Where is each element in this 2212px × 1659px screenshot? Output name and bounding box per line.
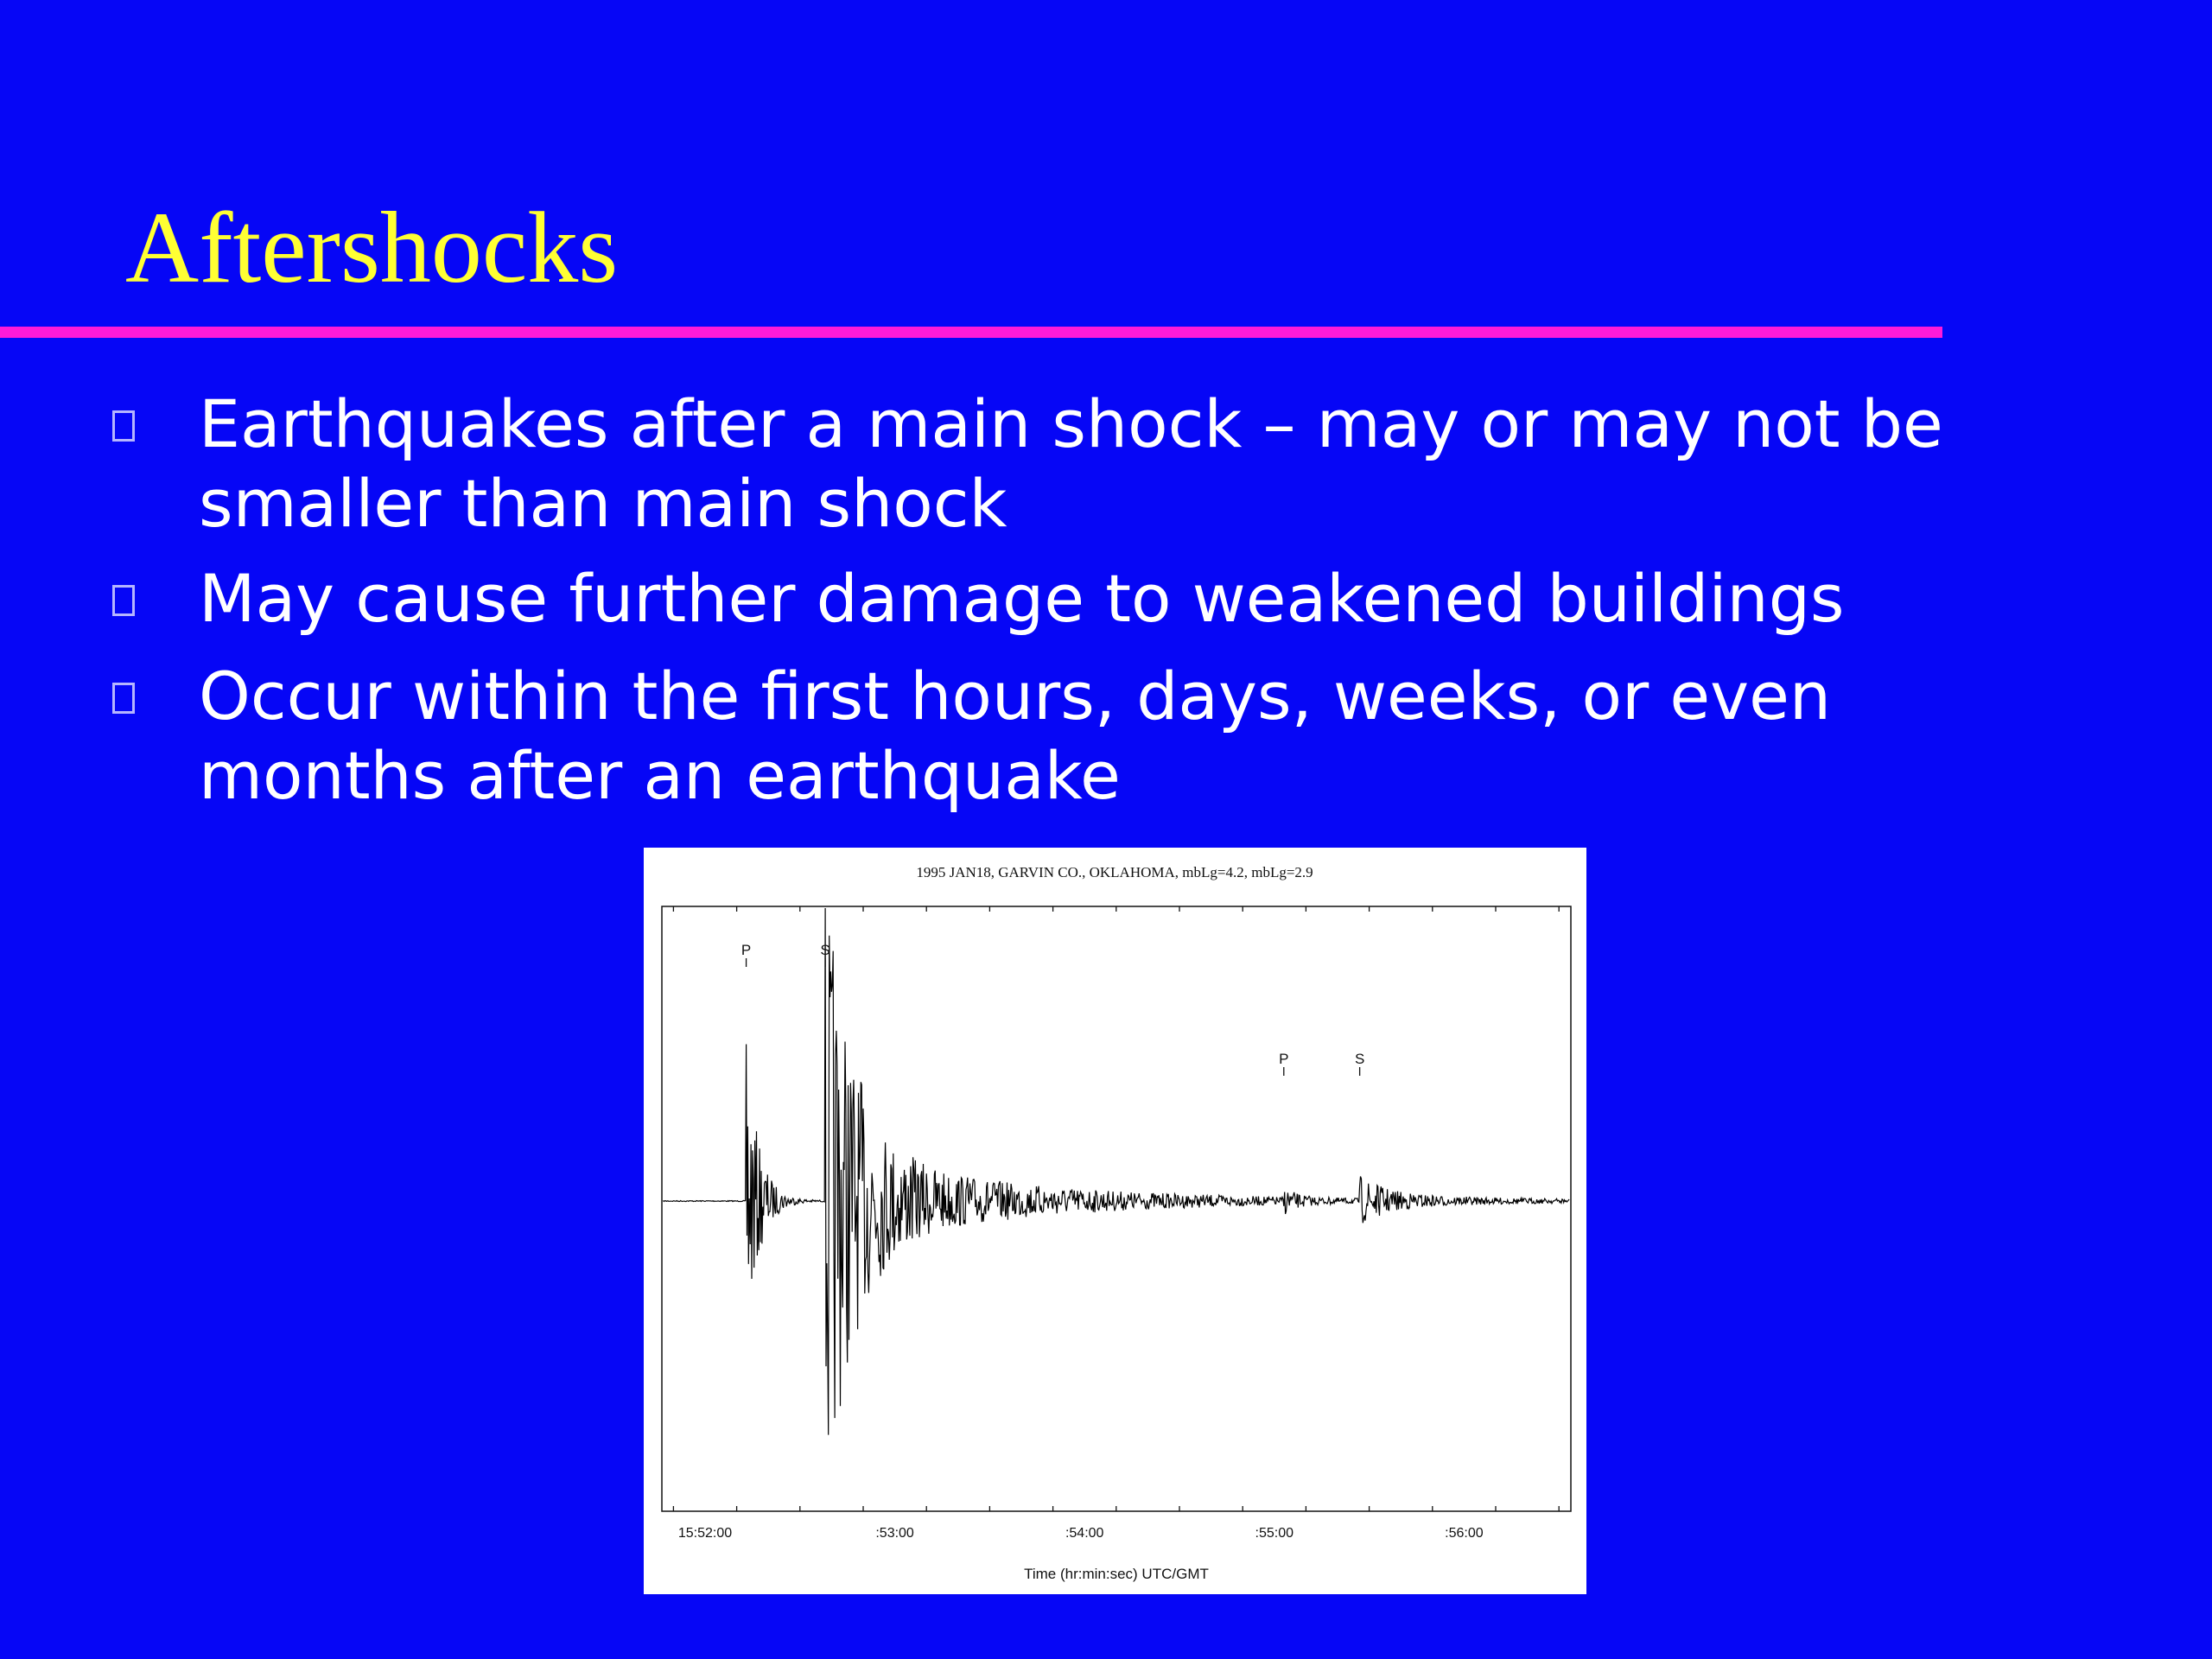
x-tick-label: :56:00 (1445, 1526, 1484, 1541)
x-axis-tick-labels (678, 1526, 1484, 1541)
bullet-line: Occur within the first hours, days, weeks, or even (199, 658, 1832, 734)
phase-label: P (1279, 1051, 1289, 1067)
bullet-line: smaller than main shock (199, 465, 1007, 542)
chart-title: 1995 JAN18, GARVIN CO., OKLAHOMA, mbLg=4.2, mbLg=2.9 (916, 864, 1313, 880)
phase-label: S (820, 942, 830, 958)
x-tick-label: :54:00 (1065, 1526, 1104, 1541)
x-axis-label: Time (hr:min:sec) UTC/GMT (1024, 1566, 1209, 1582)
seismogram-trace (664, 908, 1570, 1435)
bullet-marker-icon (112, 410, 135, 442)
bullet-line: Earthquakes after a main shock – may or may not be (199, 385, 1943, 462)
x-tick-label: 15:52:00 (677, 1526, 733, 1541)
bullet-text (199, 385, 2117, 543)
bullet-marker-icon (112, 585, 135, 616)
phase-label: S (1354, 1051, 1365, 1067)
bullet-text (199, 559, 2117, 639)
seismogram-figure (644, 848, 1586, 1594)
title-underline (0, 327, 1942, 338)
bullet-line: months after an earthquake (199, 737, 1121, 814)
bullet-marker-icon (112, 683, 135, 714)
x-tick-label: :53:00 (875, 1526, 914, 1541)
bullet-line: May cause further damage to weakened buildings (199, 560, 1845, 637)
bullet-text (199, 657, 2117, 816)
plot-frame (662, 906, 1571, 1511)
x-tick-label: :55:00 (1255, 1526, 1294, 1541)
phase-label: P (741, 942, 752, 958)
x-axis-ticks (673, 906, 1559, 1511)
slide-title: Aftershocks (125, 191, 619, 304)
phase-markers (741, 942, 1364, 1076)
seismogram-chart (644, 848, 1586, 1594)
